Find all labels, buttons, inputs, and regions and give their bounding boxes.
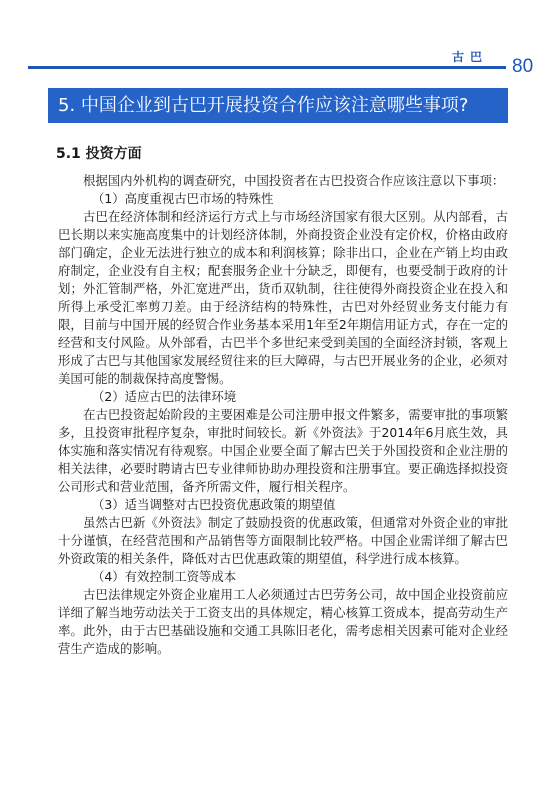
chapter-title: 5. 中国企业到古巴开展投资合作应该注意哪些事项?	[48, 88, 508, 123]
subheading-2: （2）适应古巴的法律环境	[92, 389, 237, 404]
running-header: 古巴	[452, 50, 489, 64]
paragraph-4: 古巴法律规定外资企业雇用工人必须通过古巴劳务公司，故中国企业投资前应详细了解当地劳动法关于工资支出的具体规定，精心核算工资成本，提高劳动生产率。此外，由于古巴基础设施和交通工具陈旧老化，需考虑相关因素可能对企业经营生产造成的影响。	[58, 587, 508, 656]
paragraph-1: 古巴在经济体制和经济运行方式上与市场经济国家有很大区别。从内部看，古巴长期以来实施高度集中的计划经济体制，外商投资企业没有定价权，价格由政府部门确定，企业无法进行独立的成本和利润核算；除非出口，企业在产销上均由政府制定，企业没有自主权；配套服务企业十分缺乏，即便有，也要受制于政府的计划；外汇管制严格，外汇宽进严出，货币双轨制，往往使得外商投资企业在投入和所得上承受汇率剪刀差。由于经济结构的特殊性，古巴对外经贸业务支付能力有限，目前与中国开展的经贸合作业务基本采用1年至2年期信用证方式，存在一定的经营和支付风险。从外部看，古巴半个多世纪来受到美国的全面经济封锁，客观上形成了古巴与其他国家发展经贸往来的巨大障碍，与古巴开展业务的企业，必须对美国可能的制裁保持高度警惕。	[58, 209, 508, 386]
body-text	[58, 172, 508, 658]
paragraph-2: 在古巴投资起始阶段的主要困难是公司注册申报文件繁多，需要审批的事项繁多，且投资审批程序复杂，审批时间较长。新《外资法》于2014年6月底生效，具体实施和落实情况有待观察。中国企业要全面了解古巴关于外国投资和企业注册的相关法律，必要时聘请古巴专业律师协助办理投资和注册事宜。要正确选择拟投资公司形式和营业范围，备齐所需文件，履行相关程序。	[58, 407, 508, 494]
subheading-1: （1）高度重视古巴市场的特殊性	[92, 191, 274, 206]
subheading-4: （4）有效控制工资等成本	[92, 569, 237, 584]
subheading-3: （3）适当调整对古巴投资优惠政策的期望值	[92, 497, 336, 512]
header-rule	[28, 66, 506, 69]
paragraph-3: 虽然古巴新《外资法》制定了鼓励投资的优惠政策，但通常对外资企业的审批十分谨慎，在经营范围和产品销售等方面限制比较严格。中国企业需详细了解古巴外资政策的相关条件，降低对古巴优惠政策的期望值，科学进行成本核算。	[58, 515, 508, 566]
page-number: 80	[512, 56, 534, 77]
section-heading: 5.1 投资方面	[56, 146, 142, 162]
paragraph-intro: 根据国内外机构的调查研究，中国投资者在古巴投资合作应该注意以下事项：	[83, 173, 505, 188]
